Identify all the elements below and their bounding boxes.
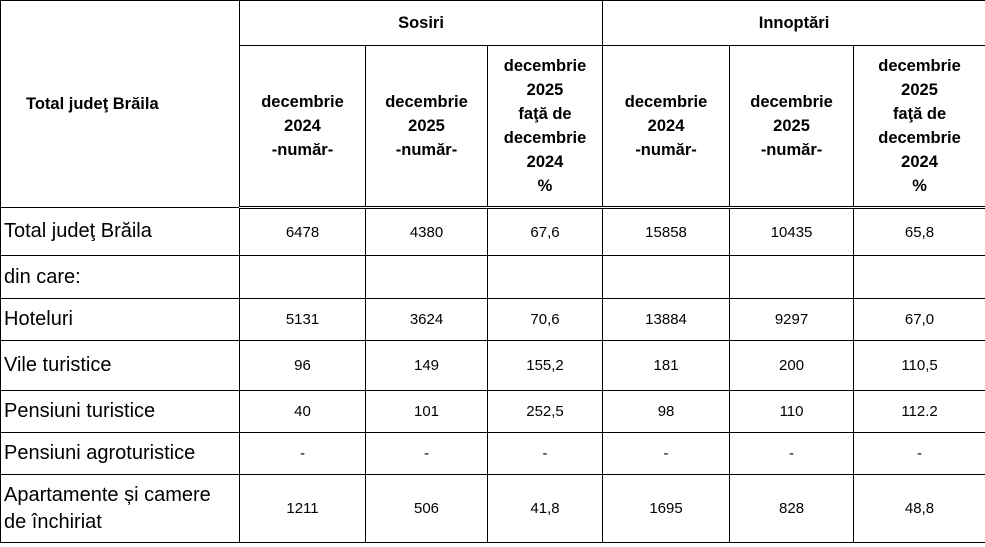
- row-label: Pensiuni agroturistice: [1, 433, 240, 475]
- table-row: [1, 391, 985, 433]
- table-cell: 96: [240, 341, 366, 391]
- table-cell: 252,5: [488, 391, 603, 433]
- table-cell: 828: [730, 475, 854, 543]
- table-cell: [366, 256, 488, 299]
- table-cell: 40: [240, 391, 366, 433]
- table-row: [1, 341, 985, 391]
- corner-header: Total judeţ Brăila: [1, 1, 240, 208]
- table-cell: [488, 256, 603, 299]
- table-cell: 101: [366, 391, 488, 433]
- table-cell: [730, 256, 854, 299]
- table-row: [1, 208, 985, 256]
- table-cell: 98: [603, 391, 730, 433]
- subheader-innoptari-2024: decembrie 2024 -număr-: [603, 46, 730, 208]
- table-cell: 155,2: [488, 341, 603, 391]
- table-cell: 3624: [366, 299, 488, 341]
- table-cell: -: [366, 433, 488, 475]
- group-header-innoptari: Innoptări: [603, 1, 985, 46]
- row-label: Pensiuni turistice: [1, 391, 240, 433]
- row-label: Total judeţ Brăila: [1, 208, 240, 256]
- subheader-sosiri-2025: decembrie 2025 -număr-: [366, 46, 488, 208]
- table-cell: 1211: [240, 475, 366, 543]
- table-row: [1, 256, 985, 299]
- row-label: Vile turistice: [1, 341, 240, 391]
- subheader-innoptari-2025: decembrie 2025 -număr-: [730, 46, 854, 208]
- subheader-sosiri-2024: decembrie 2024 -număr-: [240, 46, 366, 208]
- row-label: Apartamente și camere de închiriat: [1, 475, 240, 543]
- table-cell: [240, 256, 366, 299]
- table-cell: 13884: [603, 299, 730, 341]
- table-cell: 112.2: [854, 391, 985, 433]
- table-cell: -: [488, 433, 603, 475]
- table-row: [1, 433, 985, 475]
- table-cell: -: [603, 433, 730, 475]
- table-cell: -: [854, 433, 985, 475]
- table-row: [1, 475, 985, 543]
- table-cell: 149: [366, 341, 488, 391]
- table-cell: 5131: [240, 299, 366, 341]
- table-cell: [854, 256, 985, 299]
- subheader-innoptari-percent: decembrie 2025 faţă de decembrie 2024 %: [854, 46, 985, 208]
- table-cell: 4380: [366, 208, 488, 256]
- table-cell: [603, 256, 730, 299]
- table-cell: 200: [730, 341, 854, 391]
- table-cell: 6478: [240, 208, 366, 256]
- table-cell: 110: [730, 391, 854, 433]
- table-cell: 41,8: [488, 475, 603, 543]
- table-row: [1, 299, 985, 341]
- table-cell: 10435: [730, 208, 854, 256]
- table-cell: 67,0: [854, 299, 985, 341]
- subheader-sosiri-percent: decembrie 2025 faţă de decembrie 2024 %: [488, 46, 603, 208]
- table-cell: 506: [366, 475, 488, 543]
- group-header-sosiri: Sosiri: [240, 1, 603, 46]
- table-cell: 181: [603, 341, 730, 391]
- table-cell: -: [730, 433, 854, 475]
- table-cell: 110,5: [854, 341, 985, 391]
- table-cell: 67,6: [488, 208, 603, 256]
- table-cell: 15858: [603, 208, 730, 256]
- table-cell: 9297: [730, 299, 854, 341]
- row-label: din care:: [1, 256, 240, 299]
- table-cell: -: [240, 433, 366, 475]
- table-cell: 65,8: [854, 208, 985, 256]
- table-cell: 48,8: [854, 475, 985, 543]
- table-cell: 1695: [603, 475, 730, 543]
- table-cell: 70,6: [488, 299, 603, 341]
- row-label: Hoteluri: [1, 299, 240, 341]
